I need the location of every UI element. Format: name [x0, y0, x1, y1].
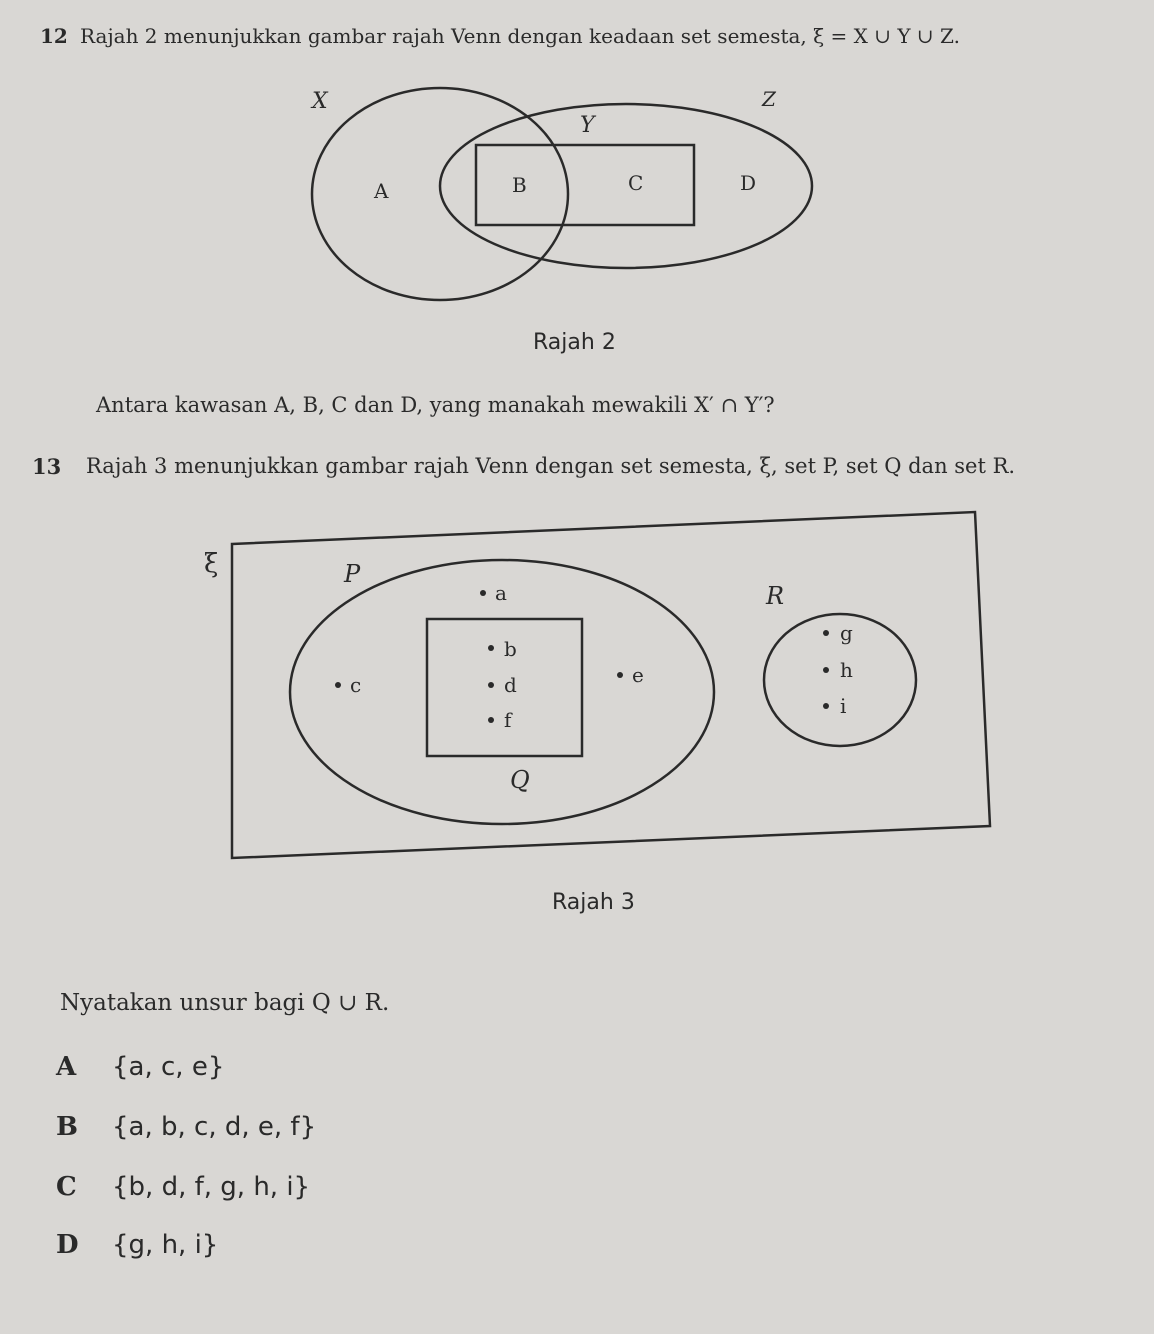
- dot-g: [823, 630, 829, 636]
- q12-number: 12: [40, 24, 68, 48]
- caption-rajah-3: Rajah 3: [552, 890, 635, 915]
- venn-diagram-rajah-2: [0, 70, 1154, 410]
- element-e: e: [632, 663, 644, 687]
- region-b: B: [512, 173, 527, 197]
- option-d-letter: D: [56, 1230, 79, 1260]
- dot-i: [823, 703, 829, 709]
- q13-stem: Rajah 3 menunjukkan gambar rajah Venn dengan set semesta, ξ, set P, set Q dan set R.: [86, 454, 1016, 478]
- q12-question: Antara kawasan A, B, C dan D, yang manakah mewakili X′ ∩ Y′?: [96, 393, 775, 417]
- element-g: g: [840, 621, 853, 645]
- option-a-value: {a, c, e}: [112, 1052, 225, 1082]
- option-a-letter: A: [56, 1052, 77, 1082]
- dot-d: [488, 682, 494, 688]
- element-f: f: [504, 708, 512, 732]
- dot-c: [335, 682, 341, 688]
- q12-stem: Rajah 2 menunjukkan gambar rajah Venn dengan keadaan set semesta, ξ = X ∪ Y ∪ Z.: [80, 24, 960, 48]
- element-d: d: [504, 673, 517, 697]
- option-b-letter: B: [56, 1112, 78, 1142]
- dot-e: [617, 672, 623, 678]
- label-q: Q: [510, 766, 530, 794]
- dot-h: [823, 667, 829, 673]
- q13-question: Nyatakan unsur bagi Q ∪ R.: [60, 990, 390, 1016]
- caption-rajah-2: Rajah 2: [533, 330, 616, 355]
- element-c: c: [350, 673, 362, 697]
- venn-diagram-rajah-3: [0, 500, 1154, 880]
- region-a: A: [374, 179, 389, 203]
- dot-a: [480, 590, 486, 596]
- label-z: Z: [762, 87, 776, 111]
- element-a: a: [495, 581, 507, 605]
- label-xi: ξ: [204, 549, 219, 579]
- label-p: P: [344, 560, 361, 588]
- region-d: D: [740, 171, 757, 195]
- dot-b: [488, 645, 494, 651]
- label-y: Y: [580, 113, 595, 138]
- element-i: i: [840, 694, 847, 718]
- dot-f: [488, 717, 494, 723]
- element-b: b: [504, 637, 517, 661]
- option-c-letter: C: [56, 1172, 77, 1202]
- label-r: R: [766, 582, 785, 610]
- element-h: h: [840, 658, 853, 682]
- label-x: X: [312, 89, 328, 114]
- option-b-value: {a, b, c, d, e, f}: [112, 1112, 317, 1142]
- option-d-value: {g, h, i}: [112, 1230, 219, 1260]
- q13-number: 13: [32, 454, 62, 479]
- option-c-value: {b, d, f, g, h, i}: [112, 1172, 311, 1202]
- region-c: C: [628, 171, 644, 195]
- set-y-rectangle: [476, 145, 694, 225]
- set-z-ellipse: [440, 104, 812, 268]
